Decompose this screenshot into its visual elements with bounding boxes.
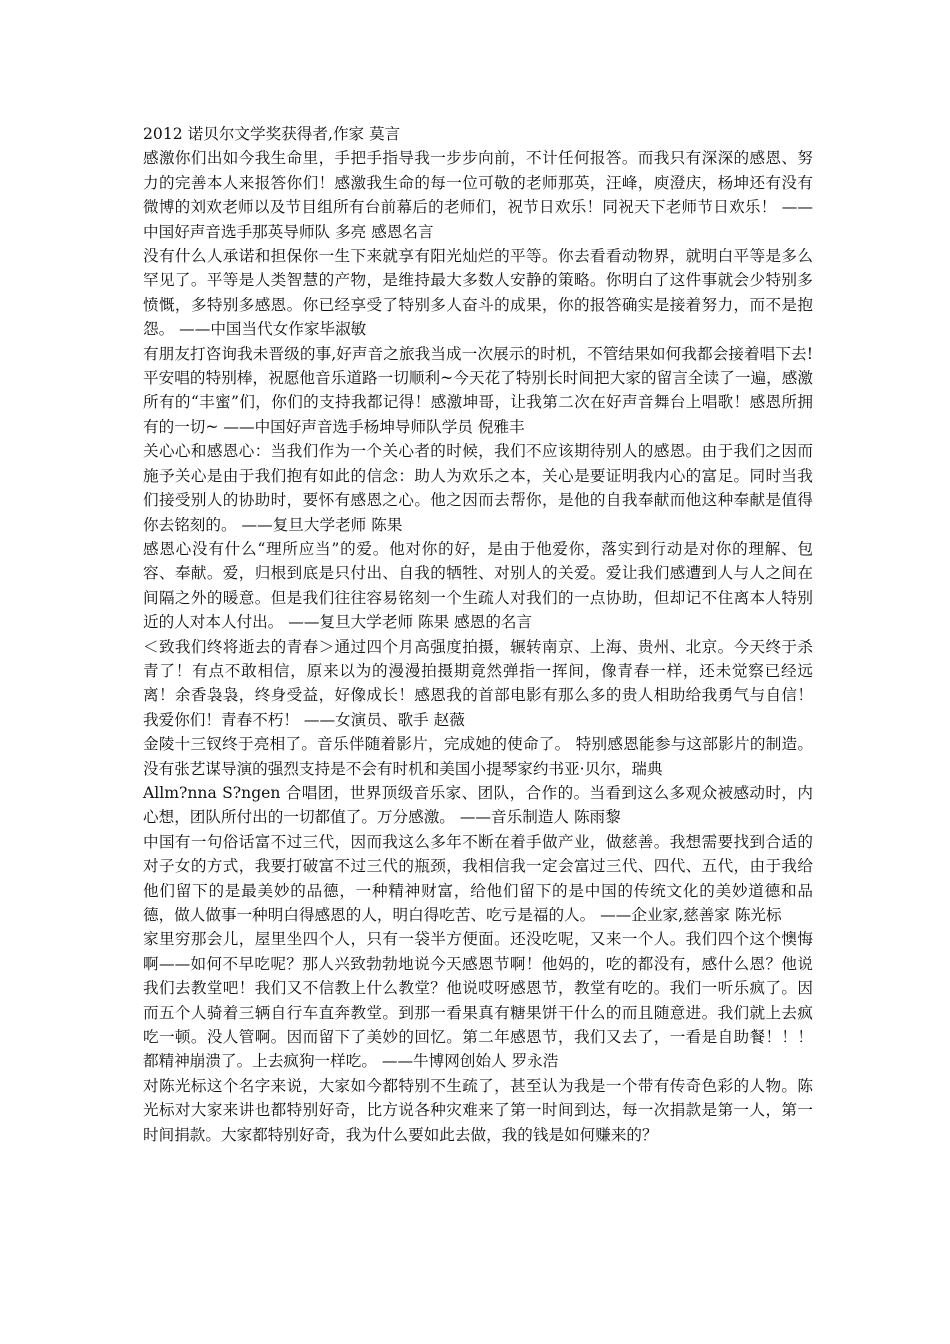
paragraph-7: 金陵十三钗终于亮相了。音乐伴随着影片，完成她的使命了。 特别感恩能参与这部影片的制造。没有张艺谋导演的强烈支持是不会有时机和美国小提琴家约书亚·贝尔，瑞典 — [143, 735, 813, 778]
paragraph-8: Allm?nna S?ngen 合唱团，世界顶级音乐家、团队，合作的。当看到这么多观众被感动时，内心想，团队所付出的一切都值了。万分感激。 ——音乐制造人 陈雨黎 — [143, 783, 813, 827]
paragraph-5: 感恩心没有什么“理所应当”的爱。他对你的好，是由于他爱你，落实到行动是对你的理解、包容、奉献。爱，归根到底是只付出、自我的牺牲、对别人的关爱。爱让我们感遭到人与人之间在间隔之外的暖意。但是我们往往容易铭刻一个生疏人对我们的一点协助，但却记不住离本人特别近的人对本人付出。 ——复旦大学老师 陈果 感恩的名言 — [143, 539, 813, 632]
paragraph-10: 家里穷那会儿，屋里坐四个人，只有一袋半方便面。还没吃呢，又来一个人。我们四个这个懊悔啊——如何不早吃呢？那人兴致勃勃地说今天感恩节啊！他妈的，吃的都没有，感什么恩？他说我们去教堂吧！我们又不信教上什么教堂？他说哎呀感恩节，教堂有吃的。我们一听乐疯了。因而五个人骑着三辆自行车直奔教堂。到那一看果真有糖果饼干什么的而且随意进。我们就上去疯吃一顿。没人管啊。因而留下了美妙的回忆。第二年感恩节，我们又去了，一看是自助餐！！！ 都精神崩溃了。上去疯狗一样吃。 ——牛博网创始人 罗永浩 — [143, 930, 813, 1071]
paragraph-4: 关心心和感恩心：当我们作为一个关心者的时候，我们不应该期待别人的感恩。由于我们之因而施予关心是由于我们抱有如此的信念：助人为欢乐之本，关心是要证明我内心的富足。同时当我们接受别人的协助时，要怀有感恩之心。他之因而去帮你，是他的自我奉献而他这种奉献是值得你去铭刻的。 ——复旦大学老师 陈果 — [143, 442, 813, 534]
document-title: 2012 诺贝尔文学奖获得者,作家 莫言 — [143, 125, 401, 143]
paragraph-6: ＜致我们终将逝去的青春＞通过四个月高强度拍摄，辗转南京、上海、贵州、北京。今天终于杀青了！有点不敢相信，原来以为的漫漫拍摄期竟然弹指一挥间，像青春一样，还未觉察已经远离！余香袅袅，终身受益，好像成长！感恩我的首部电影有那么多的贵人相助给我勇气与自信！我爱你们！青春不朽！ ——女演员、歌手 赵薇 — [143, 637, 813, 729]
paragraph-9: 中国有一句俗话富不过三代，因而我这么多年不断在着手做产业，做慈善。我想需要找到合适的对子女的方式，我要打破富不过三代的瓶颈，我相信我一定会富过三代、四代、五代，由于我给他们留下的是最美妙的品德，一种精神财富，给他们留下的是中国的传统文化的美妙道德和品德，做人做事一种明白得感恩的人，明白得吃苦、吃亏是福的人。 ——企业家,慈善家 陈光标 — [143, 832, 813, 924]
paragraph-2: 没有什么人承诺和担保你一生下来就享有阳光灿烂的平等。你去看看动物界，就明白平等是多么罕见了。平等是人类智慧的产物，是维持最大多数人安静的策略。你明白了这件事就会少特别多愤慨，多特别多感恩。你已经享受了特别多人奋斗的成果，你的报答确实是接着努力，而不是抱怨。 ——中国当代女作家毕淑敏 — [143, 247, 813, 339]
paragraph-3: 有朋友打咨询我未晋级的事,好声音之旅我当成一次展示的时机，不管结果如何我都会接着唱下去!平安唱的特别棒，祝愿他音乐道路一切顺利~今天花了特别长时间把大家的留言全读了一遍，感激所有的“丰蜜”们，你们的支持我都记得！感激坤哥，让我第二次在好声音舞台上唱歌！感恩所拥有的一切~ ——中国好声音选手杨坤导师队学员 倪雅丰 — [143, 344, 813, 436]
paragraph-1: 感激你们出如今我生命里，手把手指导我一步步向前，不计任何报答。而我只有深深的感恩、努力的完善本人来报答你们！感激我生命的每一位可敬的老师那英，汪峰，庾澄庆，杨坤还有没有微博的刘欢老师以及节目组所有台前幕后的老师们，祝节日欢乐！同祝天下老师节日欢乐！ ——中国好声音选手那英导师队 多亮 感恩名言 — [143, 149, 813, 241]
document-page — [143, 122, 813, 1147]
paragraph-11: 对陈光标这个名字来说，大家如今都特别不生疏了，甚至认为我是一个带有传奇色彩的人物。陈光标对大家来讲也都特别好奇，比方说各种灾难来了第一时间到达，每一次捐款是第一人，第一时间捐款。大家都特别好奇，我为什么要如此去做，我的钱是如何赚来的？ — [143, 1076, 813, 1144]
